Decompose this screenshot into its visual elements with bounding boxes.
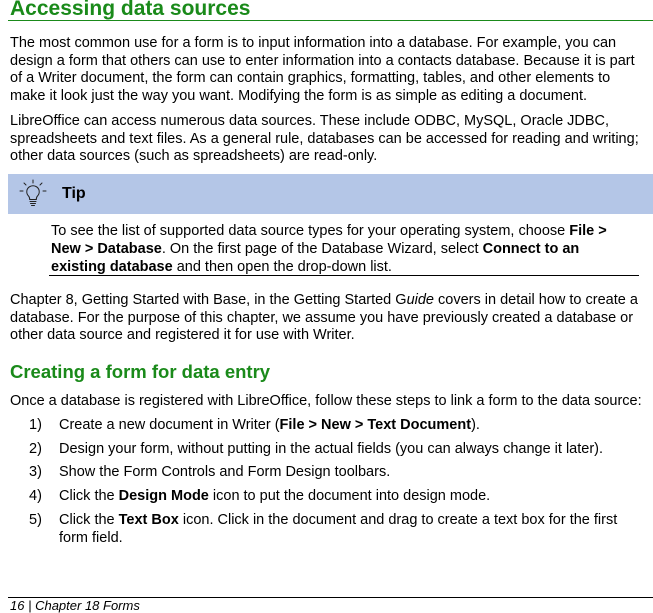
step-text: form field.: [59, 530, 123, 546]
step-text: Design your form, without putting in the actual fields (you can always change it later).: [59, 441, 604, 457]
page-number: 16: [10, 598, 25, 613]
step-number: 2): [29, 441, 42, 457]
text-line: To see the list of supported data source types for your operating system, choose File >: [51, 223, 607, 239]
section-heading: Accessing data sources: [10, 0, 251, 20]
text-line: Chapter 8, Getting Started with Base, in the Getting Started Guide covers in detail how to create a: [10, 292, 638, 308]
tip-divider: [49, 275, 639, 276]
page-footer: 16 | Chapter 18 Forms: [10, 598, 140, 613]
text-line: other data sources (such as spreadsheets) are read-only.: [10, 148, 378, 164]
text-line: database. For the purpose of this chapter, we assume you have previously created a database or: [10, 309, 634, 326]
step-text: Click the Text Box icon. Click in the document and drag to create a text box for the first: [59, 512, 618, 528]
lightbulb-icon: [18, 179, 48, 209]
step-number: 1): [29, 417, 42, 433]
paragraph-chapter-reference: [10, 292, 638, 345]
text-line: make it look just the way you want. Modifying the form is as simple as editing a document.: [10, 87, 588, 104]
text-line: existing database and then open the drop-down list.: [51, 259, 392, 275]
step-number: 5): [29, 512, 42, 528]
step-text: Click the Design Mode icon to put the document into design mode.: [59, 488, 491, 504]
tip-header-bar: [8, 174, 653, 214]
text-line: design a form that others can use to enter information into a contacts database. Because it is part: [10, 52, 635, 69]
text-line: The most common use for a form is to input information into a database. For example, you can: [10, 35, 617, 51]
subsection-heading: Creating a form for data entry: [10, 361, 271, 382]
paragraph-forms-intro: [10, 35, 635, 105]
text-line: of a Writer document, the form can contain graphics, formatting, tables, and other elements to: [10, 70, 611, 86]
step-text: Create a new document in Writer (File > New > Text Document).: [59, 417, 480, 433]
chapter-title: Chapter 18 Forms: [35, 598, 140, 613]
paragraph-data-sources: [10, 113, 639, 166]
text-line: spreadsheets and text files. As a general rule, databases can be accessed for reading and writing;: [10, 130, 639, 147]
heading-underline: [8, 20, 653, 21]
paragraph-steps-intro: Once a database is registered with LibreOffice, follow these steps to link a form to the data source:: [10, 393, 642, 409]
step-text: Show the Form Controls and Form Design toolbars.: [59, 464, 391, 480]
text-line: other data source and registered it for use with Writer.: [10, 327, 355, 343]
text-line: LibreOffice can access numerous data sources. These include ODBC, MySQL, Oracle JDBC,: [10, 113, 610, 129]
step-number: 3): [29, 464, 42, 480]
tip-label: Tip: [62, 185, 86, 202]
text-line: New > Database. On the first page of the Database Wizard, select Connect to an: [51, 241, 580, 257]
tip-body: [51, 222, 651, 276]
step-number: 4): [29, 488, 42, 504]
